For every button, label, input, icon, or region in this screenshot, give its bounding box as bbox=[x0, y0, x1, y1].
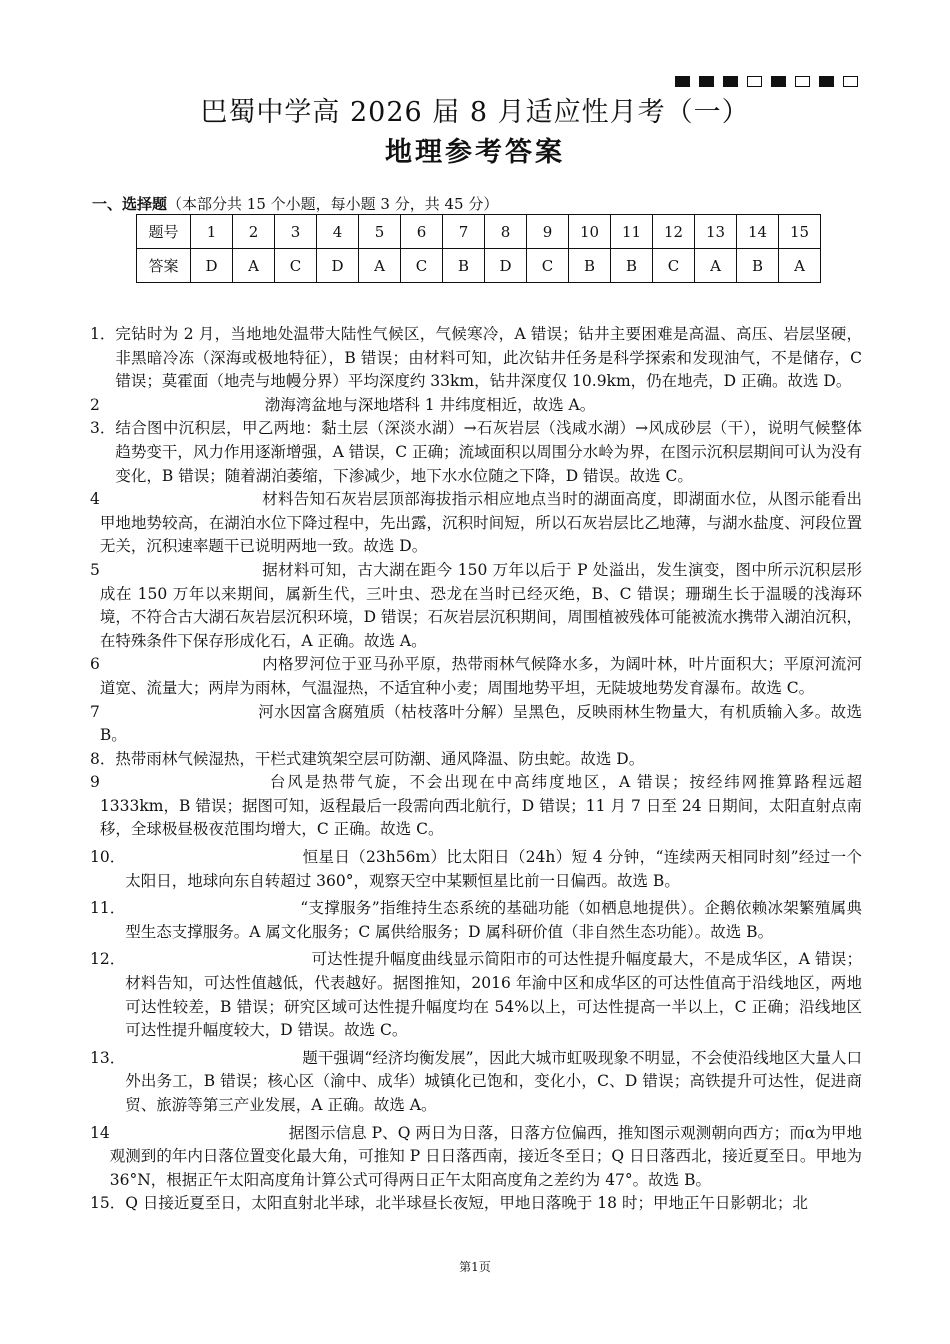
item-text-content: 可达性提升幅度曲线显示简阳市的可达性提升幅度最大，不是成华区，A 错误；材料告知，可达性值越低，代表越好。据图推知，2016 年渝中区和成华区的可达性值高于沿线地区，两地可达性较差，B 错误；研究区域可达性提升幅度均在 54%以上，可达性提高一半以上，C 正确；沿线地区可达性提升幅度较大，D 错误。故选 C。 bbox=[125, 950, 862, 1040]
question-number-cell: 2 bbox=[233, 215, 275, 249]
question-number-cell: 8 bbox=[485, 215, 527, 249]
item-text bbox=[125, 948, 862, 1042]
explanation-item bbox=[90, 323, 862, 394]
item-text-content: 据图示信息 P、Q 两日为日落，日落方位偏西，推知图示观测朝向西方；而α为甲地观测到的年内日落位置变化最大角，可推知 P 日日落西南，接近冬至日；Q 日日落西北，接近夏至日。甲地为 36°N，根据正午太阳高度角计算公式可得两日正午太阳高度角之差约为 47°。故选 B。 bbox=[109, 1123, 862, 1189]
explanation-item bbox=[90, 771, 862, 842]
question-number-cell: 7 bbox=[443, 215, 485, 249]
item-text-content: 热带雨林气候湿热，干栏式建筑架空层可防潮、通风降温、防虫蛇。故选 D。 bbox=[115, 749, 645, 768]
item-text-content: “支撑服务”指维持生态系统的基础功能（如栖息地提供）。企鹅依赖冰架繁殖属典型生态支撑服务。A 属文化服务；C 属供给服务；D 属科研价值（非自然生态功能）。故选 B。 bbox=[125, 899, 862, 941]
question-number-cell: 14 bbox=[737, 215, 779, 249]
answer-cell: B bbox=[443, 249, 485, 283]
section-note: （本部分共 15 个小题，每小题 3 分，共 45 分） bbox=[167, 195, 499, 213]
item-text-content: 渤海湾盆地与深地塔科 1 井纬度相近，故选 A。 bbox=[264, 395, 596, 414]
answer-table bbox=[136, 214, 821, 283]
item-text bbox=[125, 1192, 862, 1216]
item-text bbox=[110, 1122, 862, 1193]
explanation-item bbox=[90, 653, 862, 700]
item-number: 12． bbox=[90, 950, 126, 969]
explanation-item bbox=[90, 701, 862, 748]
question-number-cell: 3 bbox=[275, 215, 317, 249]
explanation-item bbox=[90, 748, 862, 772]
answer-cell: D bbox=[485, 249, 527, 283]
question-number-cell: 1 bbox=[191, 215, 233, 249]
answer-cell: D bbox=[317, 249, 359, 283]
section-heading bbox=[92, 193, 498, 214]
item-text bbox=[115, 323, 862, 394]
question-number-cell: 15 bbox=[779, 215, 821, 249]
item-number: 14 bbox=[90, 1123, 110, 1142]
answer-cell: B bbox=[569, 249, 611, 283]
answer-cell: B bbox=[611, 249, 653, 283]
answer-cell: A bbox=[779, 249, 821, 283]
question-number-cell: 9 bbox=[527, 215, 569, 249]
item-text bbox=[115, 417, 862, 488]
answer-cell: C bbox=[401, 249, 443, 283]
page-number: 第1页 bbox=[459, 1260, 491, 1274]
page-subtitle: 地理参考答案 bbox=[385, 137, 565, 168]
item-number: 7 bbox=[90, 702, 100, 721]
explanation-item bbox=[90, 559, 862, 653]
explanation-item bbox=[90, 1047, 862, 1118]
filled-square-icon bbox=[819, 76, 834, 87]
explanation-item bbox=[90, 417, 862, 488]
row-label-question-number: 题号 bbox=[137, 215, 191, 249]
answer-cell: A bbox=[695, 249, 737, 283]
filled-square-icon bbox=[771, 76, 786, 87]
explanation-item bbox=[90, 948, 862, 1042]
question-number-row bbox=[137, 215, 821, 249]
answer-row bbox=[137, 249, 821, 283]
answer-cell: A bbox=[233, 249, 275, 283]
explanation-item bbox=[90, 1192, 862, 1216]
item-text bbox=[100, 559, 862, 653]
filled-square-icon bbox=[699, 76, 714, 87]
item-text-content: 恒星日（23h56m）比太阳日（24h）短 4 分钟，“连续两天相同时刻”经过一个太阳日，地球向东自转超过 360°，观察天空中某颗恒星比前一日偏西。故选 B。 bbox=[125, 848, 862, 890]
filled-square-icon bbox=[723, 76, 738, 87]
item-text-content: 河水因富含腐殖质（枯枝落叶分解）呈黑色，反映雨林生物量大，有机质输入多。故选 B。 bbox=[99, 702, 862, 745]
question-number-cell: 6 bbox=[401, 215, 443, 249]
item-text bbox=[115, 748, 862, 772]
empty-square-icon bbox=[747, 76, 762, 87]
question-number-cell: 4 bbox=[317, 215, 359, 249]
item-text bbox=[100, 771, 862, 842]
answer-cell: D bbox=[191, 249, 233, 283]
item-number: 9 bbox=[90, 773, 100, 792]
item-number: 10． bbox=[90, 848, 126, 867]
answer-cell: C bbox=[275, 249, 317, 283]
question-number-cell: 5 bbox=[359, 215, 401, 249]
question-number-cell: 11 bbox=[611, 215, 653, 249]
item-text bbox=[125, 897, 862, 944]
answer-cell: B bbox=[737, 249, 779, 283]
item-text bbox=[125, 1047, 862, 1118]
explanation-item bbox=[90, 394, 862, 418]
item-text bbox=[125, 846, 862, 893]
item-text bbox=[100, 394, 862, 418]
item-text-content: 材料告知石灰岩层顶部海拔指示相应地点当时的湖面高度，即湖面水位，从图示能看出甲地地势较高，在湖泊水位下降过程中，先出露，沉积时间短，所以石灰岩层比乙地薄，与湖水盐度、河段位置无关，沉积速率题干已说明两地一致。故选 D。 bbox=[99, 490, 862, 556]
item-text-content: 内格罗河位于亚马孙平原，热带雨林气候降水多，为阔叶林，叶片面积大；平原河流河道宽、流量大；两岸为雨林，气温湿热，不适宜种小麦；周围地势平坦，无陡坡地势发育瀑布。故选 C。 bbox=[99, 655, 862, 697]
item-text-content: 结合图中沉积层，甲乙两地：黏土层（深淡水湖）→石灰岩层（浅咸水湖）→风成砂层（干），说明气候整体趋势变干，风力作用逐渐增强，A 错误，C 正确；流域面积以周围分水岭为界，在图示沉积层期间可认为没有变化，B 错误；随着湖泊萎缩，下渗减少，地下水水位随之下降，D 错误。故选 C。 bbox=[115, 419, 862, 485]
item-number: 13． bbox=[90, 1048, 126, 1067]
question-number-cell: 13 bbox=[695, 215, 737, 249]
item-number: 15． bbox=[90, 1194, 126, 1213]
explanation-item bbox=[90, 897, 862, 944]
empty-square-icon bbox=[843, 76, 858, 87]
explanation-item bbox=[90, 1122, 862, 1193]
item-text bbox=[100, 701, 862, 748]
page-title: 巴蜀中学高 2026 届 8 月适应性月考（一） bbox=[200, 97, 750, 128]
item-text-content: 台风是热带气旋，不会出现在中高纬度地区，A 错误；按经纬网推算路程远超 1333km，B 错误；据图可知，返程最后一段需向西北航行，D 错误；11 月 7 日至 24 日期间，太阳直射点南移，全球极昼极夜范围均增大，C 正确。故选 C。 bbox=[99, 773, 862, 839]
corner-marks bbox=[675, 76, 858, 87]
question-number-cell: 12 bbox=[653, 215, 695, 249]
item-number: 6 bbox=[90, 655, 100, 674]
explanation-item bbox=[90, 488, 862, 559]
filled-square-icon bbox=[675, 76, 690, 87]
row-label-answer: 答案 bbox=[137, 249, 191, 283]
item-number: 3． bbox=[90, 419, 116, 438]
item-text-content: Q 日接近夏至日，太阳直射北半球，北半球昼长夜短，甲地日落晚于 18 时；甲地正午日影朝北；北 bbox=[125, 1194, 808, 1213]
item-number: 2 bbox=[90, 395, 100, 414]
question-number-cell: 10 bbox=[569, 215, 611, 249]
item-text bbox=[100, 653, 862, 700]
item-number: 11． bbox=[90, 899, 126, 918]
item-number: 4 bbox=[90, 490, 100, 509]
answer-cell: A bbox=[359, 249, 401, 283]
item-number: 5 bbox=[90, 560, 100, 579]
answer-cell: C bbox=[653, 249, 695, 283]
item-number: 8． bbox=[90, 749, 116, 768]
section-title: 一、选择题 bbox=[92, 195, 168, 213]
item-text bbox=[100, 488, 862, 559]
item-number: 1． bbox=[90, 325, 116, 343]
explanation-item bbox=[90, 846, 862, 893]
item-text-content: 完钻时为 2 月，当地地处温带大陆性气候区，气候寒冷，A 错误；钻井主要困难是高温、高压、岩层坚硬，非黑暗冷冻（深海或极地特征），B 错误；由材料可知，此次钻井任务是科学探索和发现油气，不是储存，C 错误；莫霍面（地壳与地幔分界）平均深度约 33km，钻井深度仅 10.9km，仍在地壳，D 正确。故选 D。 bbox=[115, 325, 862, 391]
answer-explanations bbox=[90, 323, 862, 1216]
item-text-content: 题干强调“经济均衡发展”，因此大城市虹吸现象不明显，不会使沿线地区大量人口外出务工，B 错误；核心区（渝中、成华）城镇化已饱和，变化小，C、D 错误；高铁提升可达性，促进商贸、旅游等第三产业发展，A 正确。故选 A。 bbox=[125, 1048, 862, 1114]
answer-cell: C bbox=[527, 249, 569, 283]
item-text-content: 据材料可知，古大湖在距今 150 万年以后于 P 处溢出，发生演变，图中所示沉积层形成在 150 万年以来期间，属新生代，三叶虫、恐龙在当时已经灭绝，B、C 错误；珊瑚生长于温暖的浅海环境，不符合古大湖石灰岩层沉积环境，D 错误；石灰岩层沉积期间，周围植被残体可能被流水携带入湖泊沉积，在特殊条件下保存形成化石，A 正确。故选 A。 bbox=[99, 560, 862, 650]
empty-square-icon bbox=[795, 76, 810, 87]
